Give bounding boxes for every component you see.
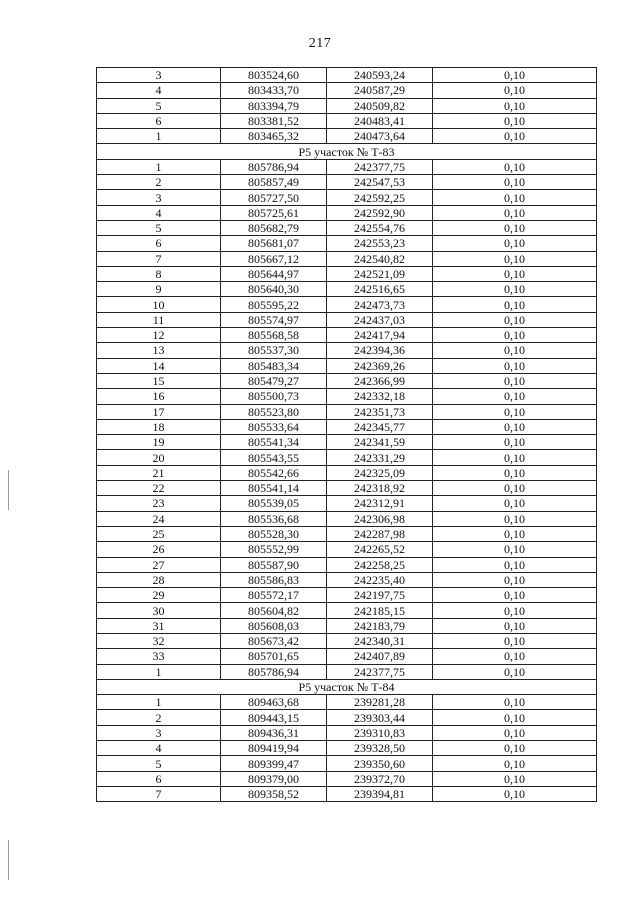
point-number-cell: 24 — [97, 511, 221, 526]
accuracy-cell: 0,10 — [433, 664, 597, 679]
y-coordinate-cell: 240473,64 — [327, 129, 433, 144]
accuracy-cell: 0,10 — [433, 481, 597, 496]
table-row — [97, 450, 597, 465]
point-number-cell: 2 — [97, 175, 221, 190]
accuracy-cell: 0,10 — [433, 68, 597, 83]
table-row — [97, 786, 597, 801]
table-row — [97, 557, 597, 572]
point-number-cell: 11 — [97, 312, 221, 327]
accuracy-cell: 0,10 — [433, 649, 597, 664]
y-coordinate-cell: 242377,75 — [327, 664, 433, 679]
table-row — [97, 771, 597, 786]
x-coordinate-cell: 805701,65 — [221, 649, 327, 664]
accuracy-cell: 0,10 — [433, 450, 597, 465]
accuracy-cell: 0,10 — [433, 542, 597, 557]
point-number-cell: 7 — [97, 251, 221, 266]
accuracy-cell: 0,10 — [433, 496, 597, 511]
section-title: Р5 участок № Т-83 — [97, 144, 597, 159]
table-row — [97, 358, 597, 373]
table-row — [97, 542, 597, 557]
x-coordinate-cell: 809399,47 — [221, 756, 327, 771]
point-number-cell: 1 — [97, 695, 221, 710]
table-row — [97, 741, 597, 756]
accuracy-cell: 0,10 — [433, 266, 597, 281]
table-row — [97, 175, 597, 190]
y-coordinate-cell: 242287,98 — [327, 526, 433, 541]
x-coordinate-cell: 805786,94 — [221, 159, 327, 174]
x-coordinate-cell: 805552,99 — [221, 542, 327, 557]
y-coordinate-cell: 242332,18 — [327, 389, 433, 404]
scan-edge-mark — [8, 840, 9, 880]
x-coordinate-cell: 805587,90 — [221, 557, 327, 572]
x-coordinate-cell: 803465,32 — [221, 129, 327, 144]
x-coordinate-cell: 809436,31 — [221, 725, 327, 740]
accuracy-cell: 0,10 — [433, 358, 597, 373]
y-coordinate-cell: 242341,59 — [327, 435, 433, 450]
point-number-cell: 3 — [97, 190, 221, 205]
y-coordinate-cell: 242473,73 — [327, 297, 433, 312]
x-coordinate-cell: 805574,97 — [221, 312, 327, 327]
table-row — [97, 373, 597, 388]
table-row — [97, 282, 597, 297]
x-coordinate-cell: 803394,79 — [221, 98, 327, 113]
x-coordinate-cell: 805644,97 — [221, 266, 327, 281]
x-coordinate-cell: 805533,64 — [221, 419, 327, 434]
point-number-cell: 29 — [97, 588, 221, 603]
y-coordinate-cell: 242258,25 — [327, 557, 433, 572]
x-coordinate-cell: 803433,70 — [221, 83, 327, 98]
y-coordinate-cell: 242417,94 — [327, 328, 433, 343]
point-number-cell: 6 — [97, 771, 221, 786]
accuracy-cell: 0,10 — [433, 526, 597, 541]
table-row — [97, 251, 597, 266]
table-row — [97, 465, 597, 480]
y-coordinate-cell: 240587,29 — [327, 83, 433, 98]
point-number-cell: 3 — [97, 68, 221, 83]
y-coordinate-cell: 242331,29 — [327, 450, 433, 465]
accuracy-cell: 0,10 — [433, 236, 597, 251]
point-number-cell: 16 — [97, 389, 221, 404]
point-number-cell: 6 — [97, 113, 221, 128]
accuracy-cell: 0,10 — [433, 129, 597, 144]
accuracy-cell: 0,10 — [433, 511, 597, 526]
y-coordinate-cell: 239303,44 — [327, 710, 433, 725]
x-coordinate-cell: 805786,94 — [221, 664, 327, 679]
y-coordinate-cell: 239372,70 — [327, 771, 433, 786]
table-row — [97, 618, 597, 633]
x-coordinate-cell: 805541,34 — [221, 435, 327, 450]
table-row — [97, 695, 597, 710]
accuracy-cell: 0,10 — [433, 312, 597, 327]
accuracy-cell: 0,10 — [433, 603, 597, 618]
y-coordinate-cell: 239394,81 — [327, 786, 433, 801]
accuracy-cell: 0,10 — [433, 83, 597, 98]
point-number-cell: 28 — [97, 572, 221, 587]
table-row — [97, 159, 597, 174]
x-coordinate-cell: 805604,82 — [221, 603, 327, 618]
point-number-cell: 22 — [97, 481, 221, 496]
point-number-cell: 5 — [97, 98, 221, 113]
y-coordinate-cell: 242592,90 — [327, 205, 433, 220]
point-number-cell: 1 — [97, 159, 221, 174]
accuracy-cell: 0,10 — [433, 297, 597, 312]
y-coordinate-cell: 242592,25 — [327, 190, 433, 205]
point-number-cell: 4 — [97, 741, 221, 756]
x-coordinate-cell: 805500,73 — [221, 389, 327, 404]
x-coordinate-cell: 803381,52 — [221, 113, 327, 128]
table-row — [97, 190, 597, 205]
point-number-cell: 1 — [97, 129, 221, 144]
table-row — [97, 511, 597, 526]
x-coordinate-cell: 809419,94 — [221, 741, 327, 756]
y-coordinate-cell: 242312,91 — [327, 496, 433, 511]
accuracy-cell: 0,10 — [433, 282, 597, 297]
y-coordinate-cell: 240593,24 — [327, 68, 433, 83]
x-coordinate-cell: 805673,42 — [221, 633, 327, 648]
x-coordinate-cell: 805568,58 — [221, 328, 327, 343]
table-row — [97, 435, 597, 450]
point-number-cell: 13 — [97, 343, 221, 358]
point-number-cell: 26 — [97, 542, 221, 557]
x-coordinate-cell: 805595,22 — [221, 297, 327, 312]
coordinates-table — [96, 67, 597, 802]
y-coordinate-cell: 242351,73 — [327, 404, 433, 419]
table-row — [97, 633, 597, 648]
section-header-row — [97, 679, 597, 694]
point-number-cell: 8 — [97, 266, 221, 281]
table-row — [97, 343, 597, 358]
accuracy-cell: 0,10 — [433, 771, 597, 786]
y-coordinate-cell: 239281,28 — [327, 695, 433, 710]
x-coordinate-cell: 805682,79 — [221, 220, 327, 235]
x-coordinate-cell: 809358,52 — [221, 786, 327, 801]
table-row — [97, 756, 597, 771]
point-number-cell: 10 — [97, 297, 221, 312]
table-row — [97, 526, 597, 541]
point-number-cell: 33 — [97, 649, 221, 664]
y-coordinate-cell: 242235,40 — [327, 572, 433, 587]
y-coordinate-cell: 242318,92 — [327, 481, 433, 496]
x-coordinate-cell: 809443,15 — [221, 710, 327, 725]
table-row — [97, 389, 597, 404]
page-number: 217 — [308, 36, 332, 51]
point-number-cell: 19 — [97, 435, 221, 450]
y-coordinate-cell: 242394,36 — [327, 343, 433, 358]
point-number-cell: 18 — [97, 419, 221, 434]
x-coordinate-cell: 805857,49 — [221, 175, 327, 190]
accuracy-cell: 0,10 — [433, 618, 597, 633]
accuracy-cell: 0,10 — [433, 113, 597, 128]
accuracy-cell: 0,10 — [433, 159, 597, 174]
point-number-cell: 21 — [97, 465, 221, 480]
y-coordinate-cell: 242369,26 — [327, 358, 433, 373]
x-coordinate-cell: 805727,50 — [221, 190, 327, 205]
table-row — [97, 297, 597, 312]
point-number-cell: 5 — [97, 220, 221, 235]
accuracy-cell: 0,10 — [433, 328, 597, 343]
table-row — [97, 312, 597, 327]
accuracy-cell: 0,10 — [433, 633, 597, 648]
point-number-cell: 27 — [97, 557, 221, 572]
coordinates-table-body — [97, 68, 597, 802]
y-coordinate-cell: 239328,50 — [327, 741, 433, 756]
point-number-cell: 14 — [97, 358, 221, 373]
point-number-cell: 17 — [97, 404, 221, 419]
accuracy-cell: 0,10 — [433, 695, 597, 710]
y-coordinate-cell: 242554,76 — [327, 220, 433, 235]
point-number-cell: 20 — [97, 450, 221, 465]
accuracy-cell: 0,10 — [433, 741, 597, 756]
point-number-cell: 25 — [97, 526, 221, 541]
accuracy-cell: 0,10 — [433, 756, 597, 771]
y-coordinate-cell: 242407,89 — [327, 649, 433, 664]
accuracy-cell: 0,10 — [433, 343, 597, 358]
table-row — [97, 496, 597, 511]
x-coordinate-cell: 805537,30 — [221, 343, 327, 358]
point-number-cell: 23 — [97, 496, 221, 511]
accuracy-cell: 0,10 — [433, 205, 597, 220]
y-coordinate-cell: 239350,60 — [327, 756, 433, 771]
y-coordinate-cell: 239310,83 — [327, 725, 433, 740]
accuracy-cell: 0,10 — [433, 786, 597, 801]
table-row — [97, 129, 597, 144]
table-row — [97, 98, 597, 113]
accuracy-cell: 0,10 — [433, 465, 597, 480]
x-coordinate-cell: 809379,00 — [221, 771, 327, 786]
x-coordinate-cell: 809463,68 — [221, 695, 327, 710]
point-number-cell: 15 — [97, 373, 221, 388]
section-title: Р5 участок № Т-84 — [97, 679, 597, 694]
accuracy-cell: 0,10 — [433, 557, 597, 572]
x-coordinate-cell: 805667,12 — [221, 251, 327, 266]
table-row — [97, 725, 597, 740]
x-coordinate-cell: 805542,66 — [221, 465, 327, 480]
x-coordinate-cell: 805725,61 — [221, 205, 327, 220]
table-row — [97, 481, 597, 496]
table-row — [97, 649, 597, 664]
point-number-cell: 4 — [97, 83, 221, 98]
accuracy-cell: 0,10 — [433, 572, 597, 587]
table-row — [97, 588, 597, 603]
table-row — [97, 220, 597, 235]
x-coordinate-cell: 805543,55 — [221, 450, 327, 465]
x-coordinate-cell: 805523,80 — [221, 404, 327, 419]
point-number-cell: 9 — [97, 282, 221, 297]
y-coordinate-cell: 242185,15 — [327, 603, 433, 618]
accuracy-cell: 0,10 — [433, 725, 597, 740]
x-coordinate-cell: 805536,68 — [221, 511, 327, 526]
table-row — [97, 572, 597, 587]
y-coordinate-cell: 242540,82 — [327, 251, 433, 266]
x-coordinate-cell: 805572,17 — [221, 588, 327, 603]
point-number-cell: 12 — [97, 328, 221, 343]
table-row — [97, 328, 597, 343]
point-number-cell: 32 — [97, 633, 221, 648]
y-coordinate-cell: 242325,09 — [327, 465, 433, 480]
accuracy-cell: 0,10 — [433, 710, 597, 725]
accuracy-cell: 0,10 — [433, 98, 597, 113]
y-coordinate-cell: 242197,75 — [327, 588, 433, 603]
point-number-cell: 30 — [97, 603, 221, 618]
table-row — [97, 83, 597, 98]
x-coordinate-cell: 805681,07 — [221, 236, 327, 251]
x-coordinate-cell: 805608,03 — [221, 618, 327, 633]
point-number-cell: 5 — [97, 756, 221, 771]
y-coordinate-cell: 242340,31 — [327, 633, 433, 648]
x-coordinate-cell: 805479,27 — [221, 373, 327, 388]
x-coordinate-cell: 803524,60 — [221, 68, 327, 83]
section-header-row — [97, 144, 597, 159]
x-coordinate-cell: 805528,30 — [221, 526, 327, 541]
point-number-cell: 31 — [97, 618, 221, 633]
table-row — [97, 266, 597, 281]
y-coordinate-cell: 242265,52 — [327, 542, 433, 557]
point-number-cell: 1 — [97, 664, 221, 679]
table-row — [97, 205, 597, 220]
point-number-cell: 4 — [97, 205, 221, 220]
y-coordinate-cell: 242553,23 — [327, 236, 433, 251]
x-coordinate-cell: 805483,34 — [221, 358, 327, 373]
accuracy-cell: 0,10 — [433, 190, 597, 205]
table-row — [97, 603, 597, 618]
accuracy-cell: 0,10 — [433, 435, 597, 450]
point-number-cell: 6 — [97, 236, 221, 251]
table-row — [97, 664, 597, 679]
x-coordinate-cell: 805541,14 — [221, 481, 327, 496]
point-number-cell: 2 — [97, 710, 221, 725]
accuracy-cell: 0,10 — [433, 404, 597, 419]
table-row — [97, 236, 597, 251]
accuracy-cell: 0,10 — [433, 251, 597, 266]
y-coordinate-cell: 242521,09 — [327, 266, 433, 281]
y-coordinate-cell: 242183,79 — [327, 618, 433, 633]
y-coordinate-cell: 242437,03 — [327, 312, 433, 327]
table-row — [97, 419, 597, 434]
table-row — [97, 404, 597, 419]
accuracy-cell: 0,10 — [433, 588, 597, 603]
table-row — [97, 68, 597, 83]
y-coordinate-cell: 240483,41 — [327, 113, 433, 128]
table-row — [97, 113, 597, 128]
point-number-cell: 3 — [97, 725, 221, 740]
accuracy-cell: 0,10 — [433, 175, 597, 190]
x-coordinate-cell: 805586,83 — [221, 572, 327, 587]
accuracy-cell: 0,10 — [433, 220, 597, 235]
point-number-cell: 7 — [97, 786, 221, 801]
y-coordinate-cell: 242516,65 — [327, 282, 433, 297]
x-coordinate-cell: 805640,30 — [221, 282, 327, 297]
y-coordinate-cell: 242345,77 — [327, 419, 433, 434]
x-coordinate-cell: 805539,05 — [221, 496, 327, 511]
y-coordinate-cell: 242366,99 — [327, 373, 433, 388]
accuracy-cell: 0,10 — [433, 373, 597, 388]
accuracy-cell: 0,10 — [433, 419, 597, 434]
y-coordinate-cell: 240509,82 — [327, 98, 433, 113]
scan-edge-mark — [8, 470, 9, 510]
accuracy-cell: 0,10 — [433, 389, 597, 404]
table-row — [97, 710, 597, 725]
y-coordinate-cell: 242547,53 — [327, 175, 433, 190]
y-coordinate-cell: 242306,98 — [327, 511, 433, 526]
y-coordinate-cell: 242377,75 — [327, 159, 433, 174]
